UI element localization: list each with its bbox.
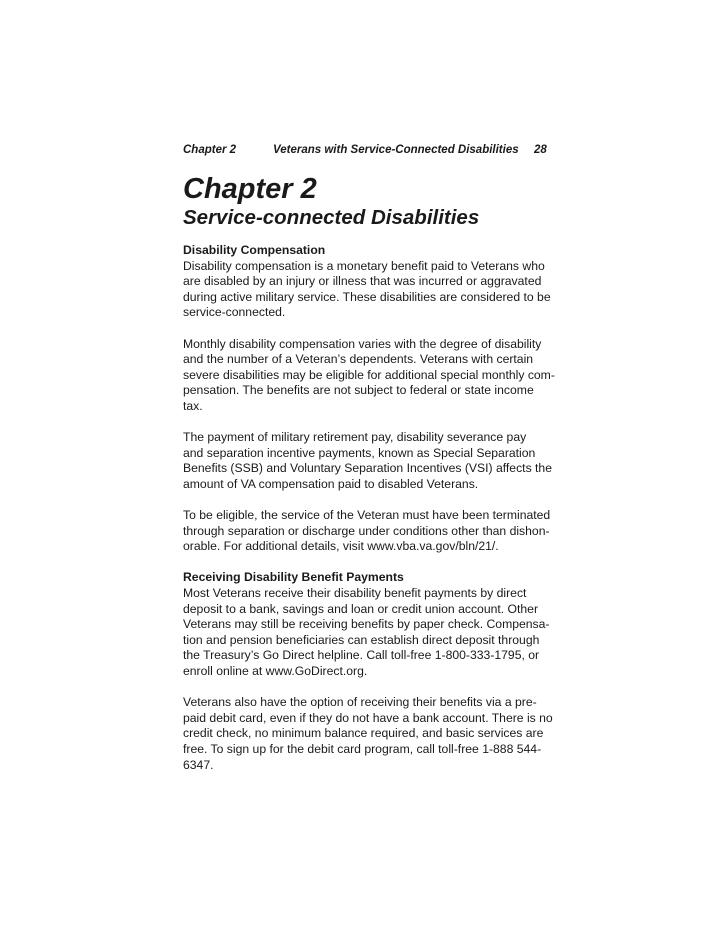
text-line: severe disabilities may be eligible for additional special monthly com- [183,367,555,382]
text-line: paid debit card, even if they do not have a bank account. There is no [183,710,553,725]
text-line: Most Veterans receive their disability benefit payments by direct [183,586,527,601]
text-line: the Treasury’s Go Direct helpline. Call toll-free 1-800-333-1795, or [183,648,540,663]
body-text [183,243,555,789]
paragraph [183,430,552,492]
paragraph [183,695,553,773]
text-line: Veterans may still be receiving benefits by paper check. Compensa- [183,617,550,632]
text-line: during active military service. These disabilities are considered to be [183,289,551,304]
running-header-title: Veterans with Service-Connected Disabilities [273,144,519,156]
text-line: 6347. [183,757,214,772]
text-line: through separation or discharge under conditions other than dishon- [183,523,550,538]
text-line: To be eligible, the service of the Veteran must have been terminated [183,508,551,523]
running-header-chapter: Chapter 2 [183,144,237,156]
section-title: Receiving Disability Benefit Payments [183,570,404,585]
page-number: 28 [534,144,547,156]
section-title: Disability Compensation [183,243,326,257]
text-line: deposit to a bank, savings and loan or credit union account. Other [183,601,539,616]
text-line: pensation. The benefits are not subject to federal or state income [183,383,534,398]
text-line: Veterans also have the option of receiving their benefits via a pre- [183,695,537,710]
text-line: orable. For additional details, visit www.vba.va.gov/bln/21/. [183,539,499,554]
paragraph [183,570,550,679]
paragraph [183,336,555,415]
text-line: and separation incentive payments, known as Special Separation [183,445,536,460]
text-line: tion and pension beneficiaries can establish direct deposit through [183,632,540,647]
text-line: free. To sign up for the debit card program, call toll-free 1-888 544- [183,742,542,756]
text-line: service-connected. [183,305,286,320]
text-line: credit check, no minimum balance required, and basic services are [183,726,544,741]
paragraph [183,508,551,555]
chapter-subheading: Service-connected Disabilities [183,206,480,229]
text-line: Disability compensation is a monetary benefit paid to Veterans who [183,258,545,273]
text-line: tax. [183,398,203,413]
text-line: are disabled by an injury or illness that was incurred or aggravated [183,274,542,289]
text-line: Benefits (SSB) and Voluntary Separation Incentives (VSI) affects the [183,461,552,476]
text-line: The payment of military retirement pay, disability severance pay [183,430,527,445]
text-line: amount of VA compensation paid to disabled Veterans. [183,476,479,491]
paragraph [183,243,551,321]
text-line: Monthly disability compensation varies with the degree of disability [183,336,542,351]
text-line: enroll online at www.GoDirect.org. [183,664,368,679]
chapter-heading: Chapter 2 [183,173,317,205]
text-line: and the number of a Veteran’s dependents. Veterans with certain [183,352,534,367]
